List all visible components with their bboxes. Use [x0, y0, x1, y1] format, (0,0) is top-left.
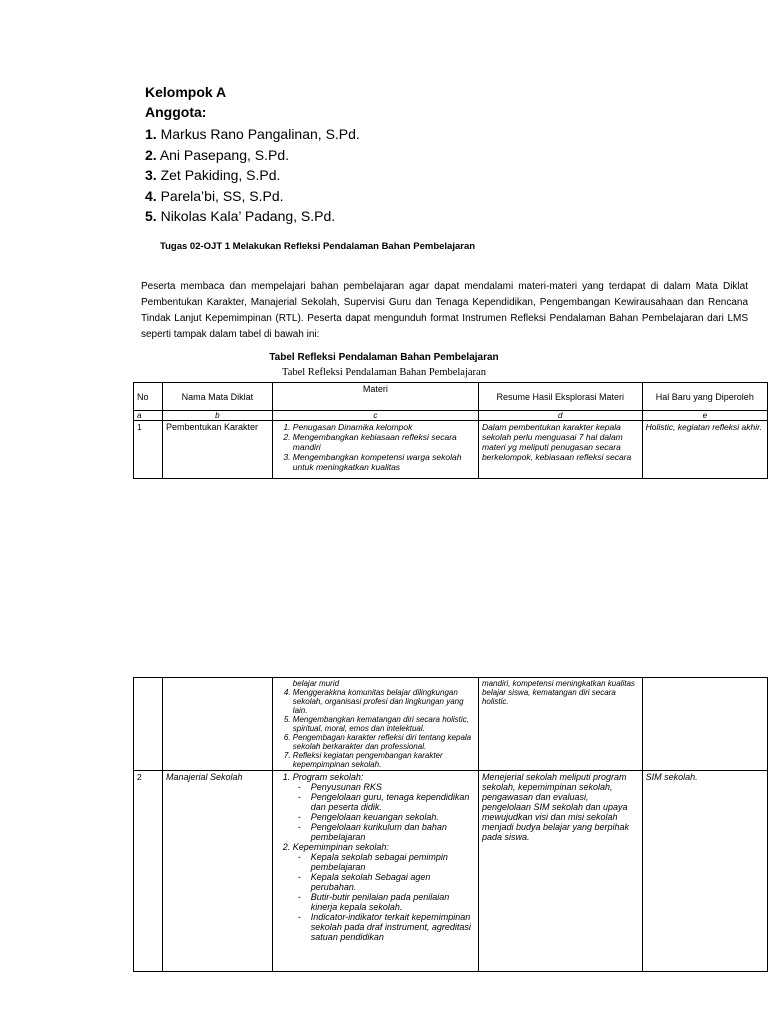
- member-number: 3.: [145, 167, 157, 183]
- row-no: 2: [134, 771, 163, 972]
- program-label: Program sekolah:: [292, 772, 364, 782]
- row-hal-baru: Holistic, kegiatan refleksi akhir.: [642, 421, 767, 479]
- list-item: 6. Pengembagan karakter refleksi diri tentang kepala sekolah berkarakter dan professional.: [293, 733, 475, 751]
- member-list: [145, 124, 360, 227]
- continued-line: belajar murid: [292, 679, 340, 688]
- row-hal-baru: SIM sekolah.: [642, 771, 767, 972]
- letter-b: b: [163, 411, 273, 421]
- list-item: - Pengelolaan kurikulum dan bahan pembelajaran: [311, 822, 475, 842]
- header-nama: Nama Mata Diklat: [163, 383, 273, 411]
- list-item: 1. Penugasan Dinamika kelompok: [293, 422, 475, 432]
- header-resume: Resume Hasil Eksplorasi Materi: [478, 383, 642, 411]
- member-number: 2.: [145, 146, 157, 163]
- table-caption-bold: Tabel Refleksi Pendalaman Bahan Pembelajaran: [269, 352, 499, 363]
- header-no: No: [134, 383, 163, 411]
- member-name: Ani Pasepang, S.Pd.: [159, 146, 290, 163]
- task-title: Tugas 02-OJT 1 Melakukan Refleksi Pendalaman Bahan Pembelajaran: [160, 241, 476, 252]
- row-materi: [272, 771, 478, 972]
- table-row: [134, 421, 768, 479]
- letter-a: a: [134, 411, 163, 421]
- member-name: Markus Rano Pangalinan, S.Pd.: [160, 126, 360, 142]
- row-materi: [272, 421, 478, 479]
- list-item: [293, 772, 475, 842]
- group-name: Kelompok A: [145, 84, 227, 100]
- list-item: 2. Mengembangkan kebiasaan refleksi secara mandiri: [293, 432, 475, 452]
- member-item: [145, 124, 360, 145]
- list-item: 7. Refleksi kegiatan pengembangan karakter kepempimpinan sekolah.: [293, 751, 475, 769]
- member-item: [145, 186, 360, 207]
- resume-text: Dalam pembentukan karakter kepala sekolah perlu menguasai 7 hal dalam materi yg meliputi penugasan secara berkelompok, kebiasaan refleksi secara: [481, 422, 632, 462]
- member-item: [145, 165, 360, 186]
- list-item: - Butir-butir penilaian pada penilaian kinerja kepala sekolah.: [311, 892, 475, 912]
- reflection-table-page-2: [133, 677, 768, 972]
- row-name: [163, 678, 273, 771]
- intro-paragraph: Peserta membaca dan mempelajari bahan pembelajaran agar dapat mendalami materi-materi yang terdapat di dalam Mata Diklat Pembentukan Karakter, Manajerial Sekolah, Supervisi Guru dan Tenaga Kependidikan, Pengembangan Kewirausahaan dan Rencana Tindak Lanjut Kepemimpinan (RTL). Peserta dapat mengunduh format Instrumen Refleksi Pendalaman Bahan Pembelajaran dari LMS seperti tampak dalam tabel di bawah ini:: [141, 281, 748, 340]
- table-row: [134, 678, 768, 771]
- row-materi: [272, 678, 478, 771]
- member-number: 4.: [145, 187, 157, 204]
- list-item: - Kepala sekolah Sebagai agen perubahan.: [311, 872, 475, 892]
- list-item: 3. Mengembangkan kompetensi warga sekolah untuk meningkatkan kualitas: [293, 452, 475, 472]
- list-item: - Penyusunan RKS: [311, 782, 475, 792]
- row-name: Pembentukan Karakter: [163, 421, 273, 479]
- table-caption-plain: Tabel Refleksi Pendalaman Bahan Pembelajaran: [282, 367, 486, 378]
- kepemimpinan-label: Kepemimpinan sekolah:: [292, 842, 389, 852]
- table-row: [134, 771, 768, 972]
- member-number: 1.: [145, 126, 157, 142]
- row-no: 1: [134, 421, 163, 479]
- member-name: Zet Pakiding, S.Pd.: [160, 167, 281, 183]
- list-item: 5. Mengembangkan kematangan diri secara holistic, spiritual, moral, emos dan intelektual.: [293, 715, 475, 733]
- column-letter-row: [134, 411, 768, 421]
- letter-e: e: [642, 411, 767, 421]
- member-item: [145, 206, 360, 227]
- member-number: 5.: [145, 208, 157, 224]
- letter-d: d: [478, 411, 642, 421]
- row-resume: mandiri, kompetensi meningkatkan kualitas belajar siswa, kematangan diri secara holistic.: [478, 678, 642, 771]
- list-item: 4. Menggerakkna komunitas belajar dilingkungan sekolah, organisasi profesi dan lingkungan yang lain.: [293, 688, 475, 715]
- list-item: - Pengelolaan guru, tenaga kependidikan dan peserta didik.: [311, 792, 475, 812]
- members-label: Anggota:: [145, 104, 207, 120]
- list-item: - Indicator-indikator terkait kepemimpinan sekolah pada draf instrument, agreditasi satuan pendidikan: [311, 912, 475, 942]
- header-materi: Materi: [272, 383, 478, 411]
- letter-c: c: [272, 411, 478, 421]
- row-resume: Menejerial sekolah meliputi program sekolah, kepemimpinan sekolah, pengawasan dan evaluasi, pengelolaan SIM sekolah dan upaya mewujudkan visi dan misi sekolah menjadi budya belajar yang berpihak pada siswa.: [478, 771, 642, 972]
- member-name: Parela’bi, SS, S.Pd.: [160, 187, 284, 204]
- member-name: Nikolas Kala’ Padang, S.Pd.: [160, 208, 336, 224]
- row-resume: [478, 421, 642, 479]
- row-name: Manajerial Sekolah: [163, 771, 273, 972]
- list-item: - Pengelolaan keuangan sekolah.: [311, 812, 475, 822]
- table-header-row: [134, 383, 768, 411]
- group-heading: [145, 82, 226, 122]
- header-hal-baru: Hal Baru yang Diperoleh: [642, 383, 767, 411]
- reflection-table-page-1: [133, 382, 768, 479]
- row-hal-baru: [642, 678, 767, 771]
- list-item: - Kepala sekolah sebagai pemimpin pembelajaran: [311, 852, 475, 872]
- list-item: [293, 842, 475, 942]
- row-no: [134, 678, 163, 771]
- member-item: [145, 145, 360, 166]
